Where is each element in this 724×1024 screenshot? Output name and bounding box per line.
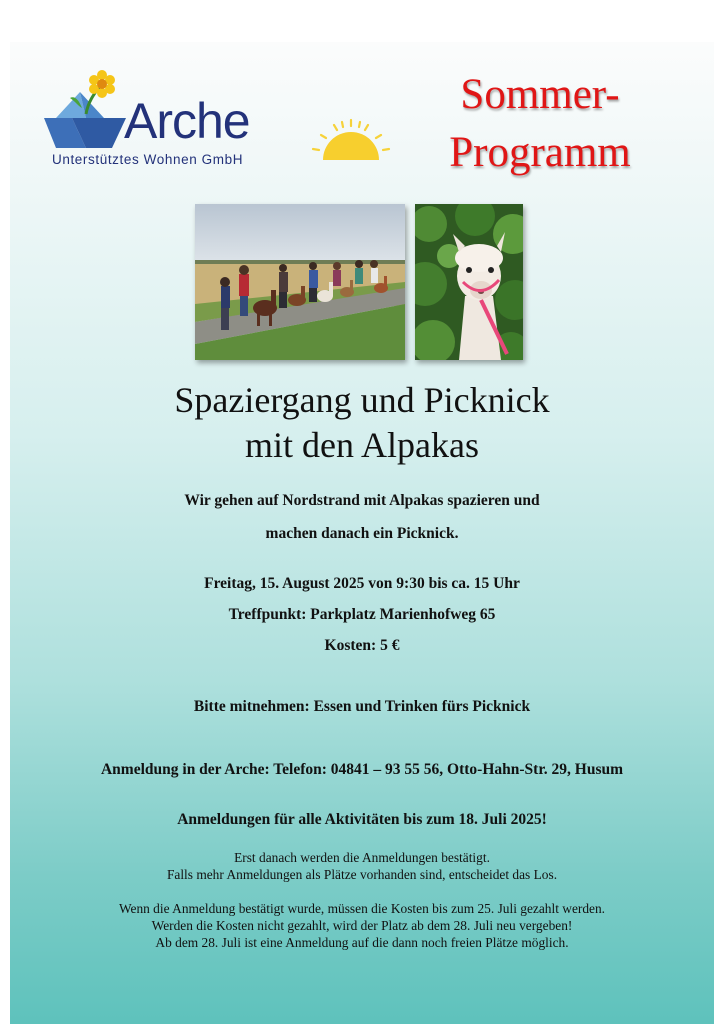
title-line2: mit den Alpakas [245, 425, 479, 465]
walk-scene-image [195, 204, 405, 360]
flower-boat-icon [42, 68, 132, 152]
intro-line1: Wir gehen auf Nordstrand mit Alpakas spazieren und [184, 492, 540, 509]
registration-deadline: Anmeldungen für alle Aktivitäten bis zum 18. Juli 2025! [177, 811, 547, 828]
bring-items: Bitte mitnehmen: Essen und Trinken fürs Picknick [193, 698, 531, 715]
photo-walk [195, 204, 405, 360]
note-confirm: Erst danach werden die Anmeldungen bestätigt. [234, 850, 490, 865]
flyer-page [10, 42, 714, 1024]
title-line1: Spaziergang und Picknick [174, 380, 550, 420]
note-late-registration: Ab dem 28. Juli ist eine Anmeldung auf die dann noch freien Plätze möglich. [155, 935, 569, 950]
registration-info: Anmeldung in der Arche: Telefon: 04841 – 93 55 56, Otto-Hahn-Str. 29, Husum [100, 761, 624, 778]
alpaca-portrait-image [415, 204, 523, 360]
logo-subtitle: Unterstütztes Wohnen GmbH [52, 152, 244, 167]
headline [410, 66, 670, 182]
note-lottery: Falls mehr Anmeldungen als Plätze vorhanden sind, entscheidet das Los. [166, 867, 558, 882]
arche-logo [42, 68, 292, 180]
note-payment: Wenn die Anmeldung bestätigt wurde, müssen die Kosten bis zum 25. Juli gezahlt werden. [118, 901, 606, 916]
sun-icon [306, 116, 396, 166]
meeting-point: Treffpunkt: Parkplatz Marienhofweg 65 [228, 606, 496, 623]
headline-line2: Programm [449, 129, 631, 176]
headline-line1: Sommer- [460, 71, 620, 118]
event-title [10, 378, 714, 468]
note-unpaid: Werden die Kosten nicht gezahlt, wird der Platz ab dem 28. Juli neu vergeben! [151, 918, 573, 933]
logo-name: Arche [124, 93, 250, 149]
event-cost: Kosten: 5 € [324, 637, 400, 654]
intro-line2: machen danach ein Picknick. [265, 525, 459, 542]
event-date: Freitag, 15. August 2025 von 9:30 bis ca. 15 Uhr [204, 575, 520, 592]
photo-alpaca [415, 204, 523, 360]
